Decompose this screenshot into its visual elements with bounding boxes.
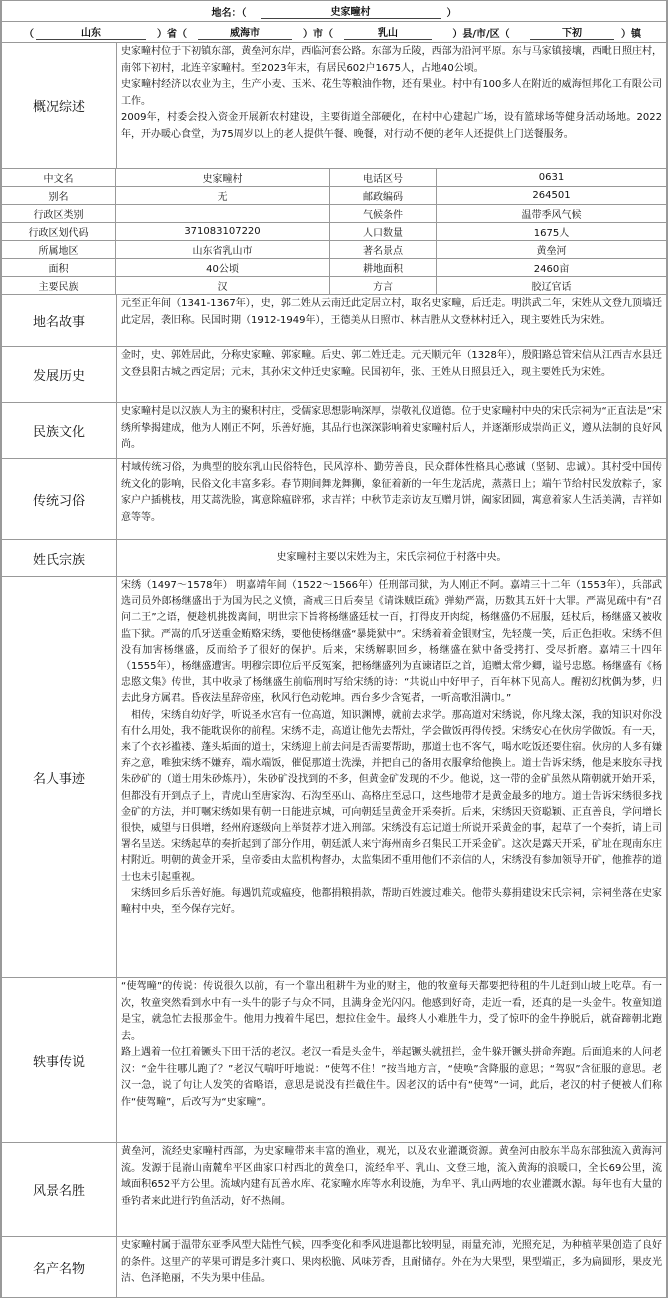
section-label: 轶事传说: [2, 978, 117, 1142]
field-label: 著名景点: [330, 241, 437, 259]
section-celebrities: [1, 576, 667, 977]
title-close: ）: [446, 7, 457, 19]
province-suffix: ）省（: [157, 28, 187, 40]
field-label: 耕地面积: [330, 259, 437, 277]
table-row: [2, 205, 667, 223]
section-clan: [1, 539, 667, 576]
paragraph: 村域传统习俗，为典型的胶东乳山民俗特色，民风淳朴、勤劳善良，民众群体性格具心憨诚（坚韧、忠诚）。其村受中国传统文化的影响，民俗文化丰富多彩。春节期间舞龙舞狮，象征着新的一年生龙活虎，蒸蒸日上；端午节给村民发放粽子，家家户户插桃枝，用艾蒿洗脸，寓意除瘟辟邪，求吉祥；中秋节走亲访友互赠月饼，阖家团圆，寓意着家人生活美满，吉祥如意等等。: [121, 462, 662, 523]
paragraph: 路上遇着一位扛着镢头下田干活的老汉。老汉一看是头金牛，举起镢头就扭拦，金牛躲开镢头拼命奔跑。后面追来的人问老汉：“金牛往哪儿跑了？”老汉气喘吁吁地说：“使驾不住！”按当地方言，“使唤”含降服的意思；“驾驭”含征服的意思。老汉一急，说了句让人发笑的省略语，意思是说没有拦截住牛。因老汉的话中有“使驾”一词，此后，老汉的村子便被人们称作“使驾疃”，后改写为“史家疃”。: [121, 1047, 662, 1108]
paragraph: 宋绣（1497～1578年） 明嘉靖年间（1522～1566年）任刑部司狱，为人刚正不阿。嘉靖三十二年（1553年），兵部武选司员外郎杨继盛出于为国为民之义愤，斋戒三日后奏呈《请诛贼臣疏》弹劾严嵩，历数其五奸十大罪。严嵩见疏中有“召问二王”之语，便趁机挑拨离间，明世宗下旨将杨继盛廷杖一百，打得皮开肉绽，杨继盛仍不屈服，廷杖后，杨继盛又被收监下狱。严嵩的爪牙送重金贿赂宋绣，要他使杨继盛“暴毙狱中”。宋绣着着金银财宝，先轻蔑一笑，后正色拒收。宋绣不但没有加害杨继盛，反而给予了很好的保护。后来，宋绣解职回乡，杨继盛在狱中备受拷打、受尽折磨。嘉靖三十四年（1555年），杨继盛遭害。明穆宗即位后平反冤案，把杨继盛列为直谏诸臣之首，追赠太常少卿，谥号忠愍。杨继盛有《杨忠愍文集》传世，其中收录了杨继盛生前临刑时写给宋绣的诗：“共说山中好甲子，百年林下见高人。醒初幻枕偶为梦，归去此身方属君。昏夜法星辞帝座，秋风行色动乾坤。西台多少含冤者，一听高歌泪满巾。”: [121, 580, 662, 705]
place-name: 史家疃村: [261, 3, 441, 19]
field-label: 气候条件: [330, 205, 437, 223]
city-suffix: ）市（: [303, 28, 333, 40]
field-value: 汉: [116, 277, 330, 295]
field-value: 史家疃村: [116, 169, 330, 187]
field-label: 人口数量: [330, 223, 437, 241]
paragraph: 史家疃村位于下初镇东部，黄垒河东岸，西临河套公路。东部为丘陵，西部为沿河平原。东与马家镇接壤，西毗日照庄村，南邻下初村，北连辛家疃村。至2023年末，有居民602户1675人，占地40公顷。: [121, 46, 662, 74]
section-label: 风景名胜: [2, 1143, 117, 1236]
table-row: [2, 277, 667, 295]
section-label: 姓氏宗族: [2, 540, 117, 576]
section-products: [1, 1236, 667, 1298]
field-value: 40公顷: [116, 259, 330, 277]
section-body: [117, 1143, 666, 1236]
section-overview: [1, 42, 667, 168]
field-label: 行政区类别: [2, 205, 116, 223]
admin-open: （: [24, 28, 34, 40]
section-body: [117, 1237, 666, 1297]
table-row: [2, 259, 667, 277]
section-label: 地名故事: [2, 295, 117, 346]
paragraph: “使驾疃”的传说：传说很久以前，有一个靠出租耕牛为业的财主，他的牧童每天都要把待租的牛儿赶到山坡上吃草。有一次，牧童突然看到水中有一头牛的影子与众不同，且满身金光闪闪。他感到好奇，走近一看，还真的是一头金牛。牧童知道是宝，就急忙去报那金牛。他用力拽着牛尾巴，想拉住金牛。最终人小难胜牛力，受了惊吓的金牛挣脱后，就奋蹄朝北跑去。: [121, 981, 662, 1042]
section-culture: [1, 402, 667, 458]
section-body: [117, 43, 666, 168]
paragraph: 元至正年间（1341-1367年），史，郭二姓从云南迁此定居立村，取名史家疃，后迁走。明洪武二年，宋姓从文登九顶墙迁此定居，袭旧称。民国时期（1912-1949年），王德美从日照市、林吉胜从文登林村迁入，现主要姓氏为宋姓。: [121, 298, 662, 326]
city-value: 威海市: [198, 24, 292, 40]
section-label: 概况综述: [2, 43, 117, 168]
field-label: 电话区号: [330, 169, 437, 187]
section-label: 传统习俗: [2, 459, 117, 539]
paragraph: 史家疃村主要以宋姓为主，宋氏宗祠位于村落中央。: [276, 551, 507, 563]
section-body: [117, 403, 666, 458]
field-value: 山东省乳山市: [116, 241, 330, 259]
section-label: 民族文化: [2, 403, 117, 458]
field-label: 主要民族: [2, 277, 116, 295]
field-value: 黄垒河: [437, 241, 667, 259]
table-row: [2, 223, 667, 241]
paragraph: 黄垒河，流经史家疃村西部，为史家疃带来丰富的渔业，观光，以及农业灌溉资源。黄垒河由胶东半岛东部独流入黄海河流。发源于昆嵛山南麓牟平区曲家口村西北的黄垒口，流经牟平、乳山、文登三地，流入黄海的浪暖口，全长69公里，流域面积652平方公里。流域内建有瓦善水库、花家疃水库等水利设施，为牟平、乳山两地的农业灌溉水源。每年也有大量的垂钓者来此进行钓鱼活动，好不热闹。: [121, 1146, 662, 1207]
title-row: [1, 0, 667, 21]
field-value: 1675人: [437, 223, 667, 241]
field-label: 行政区划代码: [2, 223, 116, 241]
admin-row: [1, 21, 667, 42]
paragraph: 相传，宋绣自幼好学，听说圣水宫有一位高道，知识渊博，就前去求学。那高道对宋绣说，你凡缘太深，我的知识对你没有什么用处，我不能耽误你的前程。宋绣不走，高道让他先去帮灶，学会做饭再得传授。宋绣安心在伙房学做饭。有一天，来了个衣衫褴褛、蓬头垢面的道士，宋绣迎上前去问是否需要帮助，那道士也不客气，喝水吃饭还要住宿。伙房的人多有嫌弃之意，唯独宋绣不嫌弃，端水端饭，催促那道士洗澡，并把自己的备用衣服拿给他换上。道士告诉宋绣，他是来胶东寻找朱砂矿的（道士用朱砂炼丹），朱砂矿没找到的不多，但黄金矿发现的不少。他说，这一带的金矿虽然从隋朝就开始开采，但都没有开到点子上，青虎山至唐家沟、石沟至巫山、高格庄至忌口，这些地带才是黄金最多的地方。道士告诉宋绣很多找金矿的方法，并叮嘱宋绣如果有朝一日能进京城，可向朝廷呈黄金开采奏折。后来，宋绣因天资聪颖、正直善良，学问增长很快，威望与日俱增，经州府逐级向上举贤荐才进入刑部。宋绣没有忘记道士所说开采黄金的事，起草了一个奏折，请上司署名呈送。宋绣起草的奏折起到了部分作用，朝廷派人来宁海州南乡召集民工开采金矿。这次是露天开采，矿址在现南东庄村附近。明朝的黄金开采，皇帝委由太监机构督办，太监集团不重用他们不亲信的人，宋绣没有参加领导开矿，他推荐的道士也未引起重视。: [121, 709, 662, 883]
field-value: 胶辽官话: [437, 277, 667, 295]
field-value: 无: [116, 187, 330, 205]
section-place-story: [1, 295, 667, 346]
field-value: 371083107220: [116, 223, 330, 241]
field-label: 所属地区: [2, 241, 116, 259]
section-customs: [1, 458, 667, 539]
section-label: 名产名物: [2, 1237, 117, 1297]
field-label: 中文名: [2, 169, 116, 187]
paragraph: 史家疃村属于温带东亚季风型大陆性气候，四季变化和季风进退都比较明显，雨量充沛，光照充足，为种植苹果创造了良好的条件。这里产的苹果可谓是多汁爽口、果肉松脆、风味芳香，且耐储存。外在为大果型，果型端正，多为扁圆形，果皮光洁、色泽艳丽，不失为果中佳品。: [121, 1240, 662, 1284]
field-value: 温带季风气候: [437, 205, 667, 223]
section-body: [117, 459, 666, 539]
field-label: 方言: [330, 277, 437, 295]
field-label: 面积: [2, 259, 116, 277]
section-label: 发展历史: [2, 347, 117, 402]
title-label: 地名：（: [211, 7, 247, 19]
town-value: 下初: [530, 24, 614, 40]
section-anecdotes: [1, 977, 667, 1142]
section-body: [117, 577, 666, 977]
paragraph: 宋绣回乡后乐善好施。每遇饥荒或瘟疫，他都捐粮捐款，帮助百姓渡过难关。他带头募捐建设宋氏宗祠，宗祠坐落在史家疃村中央，至今保存完好。: [121, 887, 662, 916]
section-body: [117, 978, 666, 1142]
field-value: 0631: [437, 169, 667, 187]
section-scenery: [1, 1142, 667, 1236]
paragraph: 2009年，村委会投入资金开展新农村建设，主要街道全部硬化，在村中心建起广场，设有篮球场等健身活动场地。2022年，开办暖心食堂，为75周岁以上的老人提供午餐、晚餐，对行动不便的老年人还提供上门送餐服务。: [121, 112, 662, 140]
section-body: [117, 540, 666, 576]
section-label: 名人事迹: [2, 577, 117, 977]
field-label: 邮政编码: [330, 187, 437, 205]
field-value: 264501: [437, 187, 667, 205]
county-suffix: ）县/市/区（: [452, 28, 510, 40]
section-body: [117, 347, 666, 402]
section-body: [117, 295, 666, 346]
paragraph: 金时，史、郭姓居此，分称史家疃、郭家疃。后史、郭二姓迁走。元天顺元年（1328年），殷阳路总管宋信从江西吉水县迁文登县阳古城之西定居；元末，其孙宋文仲迁史家疃。民国初年，张、王姓从日照县迁入，现主要姓氏为宋姓。: [121, 350, 662, 378]
county-value: 乳山: [344, 24, 432, 40]
field-value: [116, 205, 330, 223]
table-row: [2, 169, 667, 187]
field-label: 别名: [2, 187, 116, 205]
table-row: [2, 241, 667, 259]
field-value: 2460亩: [437, 259, 667, 277]
province-value: 山东: [36, 24, 146, 40]
paragraph: 史家疃村经济以农业为主，生产小麦、玉米、花生等粮油作物，还有果业。村中有100多人在附近的威海恒邦化工有限公司工作。: [121, 79, 662, 107]
basic-info-table: [1, 168, 667, 295]
section-history: [1, 346, 667, 402]
paragraph: 史家疃村是以汉族人为主的聚积村庄，受儒家思想影响深厚，崇敬礼仪道德。位于史家疃村中央的宋氏宗祠为“正直法是”宋绣所挚揭建成，他为人刚正不阿，乐善好施，其品行也深深影响着史家疃村后人，并逐渐形成崇尚正义，遵从法制的良好风尚。: [121, 406, 662, 450]
town-suffix: ）镇: [621, 28, 641, 40]
table-row: [2, 187, 667, 205]
